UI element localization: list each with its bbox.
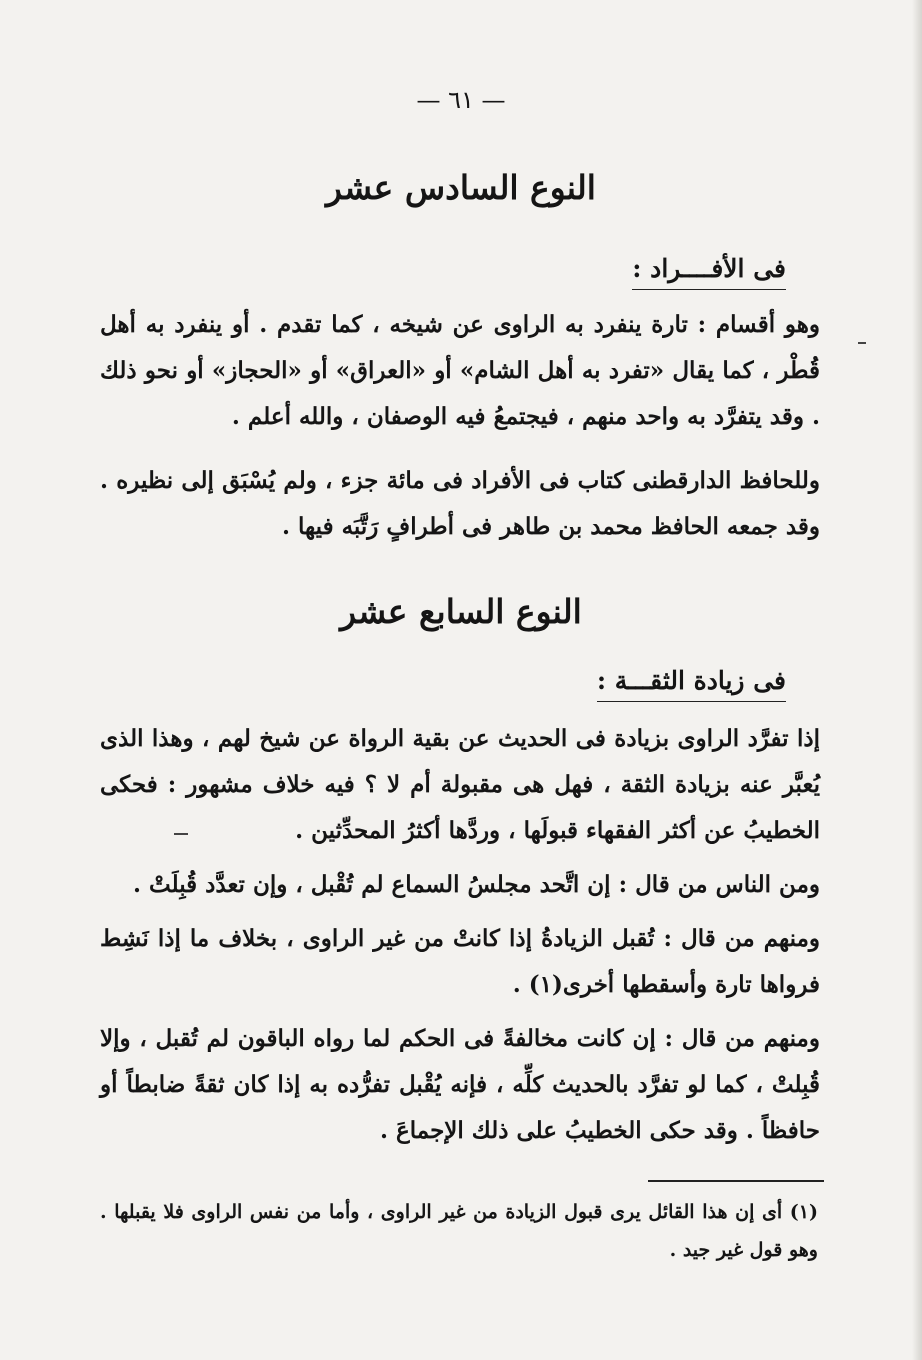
paragraph-afrad-types: وهو أقسام : تارة ينفرد به الراوى عن شيخه ، كما تقدم . أو ينفرد به أهل قُطْر ، كما يقال «تفرد به أهل الشام» أو «العراق» أو «الحجاز» أو نحو ذلك . وقد يتفرَّد به واحد منهم ، فيجتمعُ فيه الوصفان ، والله أعلم .: [100, 311, 820, 430]
page-number: — ٦١ —: [416, 86, 506, 114]
section-subhead-ziyadat-thiqa: فى زيادة الثقـــة :: [597, 666, 786, 702]
footnote-separator: [648, 1180, 824, 1182]
print-speck: [174, 833, 188, 835]
paragraph-other-narrator-opinion: ومنهم من قال : تُقبل الزيادةُ إذا كانتْ من غير الراوى ، بخلاف ما إذا نَشِط فرواها تارة وأسقطها أخرى(١) .: [100, 925, 820, 998]
footnote-1: (١) أى إن هذا القائل يرى قبول الزيادة من غير الراوى ، وأما من نفس الراوى فلا يقبلها . وهو قول غير جيد .: [100, 1201, 818, 1261]
section-subhead-afrad: فى الأفــــراد :: [632, 254, 786, 290]
paragraph-mukhalafa-opinion: ومنهم من قال : إن كانت مخالفةً فى الحكم لما رواه الباقون لم تُقبل ، وإلا قُبِلتْ ، كما لو تفرَّد بالحديث كلِّه ، فإنه يُقْبل تفرُّده به إذا كان ثقةً ضابطاً أو حافظاً . وقد حكى الخطيبُ على ذلك الإجماعَ .: [100, 1025, 820, 1144]
paragraph-majlis-opinion: ومن الناس من قال : إن اتَّحد مجلسُ السماع لم تُقْبل ، وإن تعدَّد قُبِلَتْ .: [132, 871, 820, 898]
print-speck: [858, 342, 866, 344]
paragraph-daraqutni-book: وللحافظ الدارقطنى كتاب فى الأفراد فى مائة جزء ، ولم يُسْبَق إلى نظيره . وقد جمعه الحافظ محمد بن طاهر فى أطرافٍ رَتَّبَه فيها .: [100, 467, 820, 540]
paragraph-ziyada-definition: إذا تفرَّد الراوى بزيادة فى الحديث عن بقية الرواة عن شيخ لهم ، وهذا الذى يُعبَّر عنه بزيادة الثقة ، فهل هى مقبولة أم لا ؟ فيه خلاف مشهور : فحكى الخطيبُ عن أكثر الفقهاء قبولَها ، وردَّها أكثرُ المحدِّثين .: [100, 725, 820, 844]
chapter-heading-17: النوع السابع عشر: [340, 592, 582, 631]
chapter-heading-16: النوع السادس عشر: [326, 168, 596, 207]
